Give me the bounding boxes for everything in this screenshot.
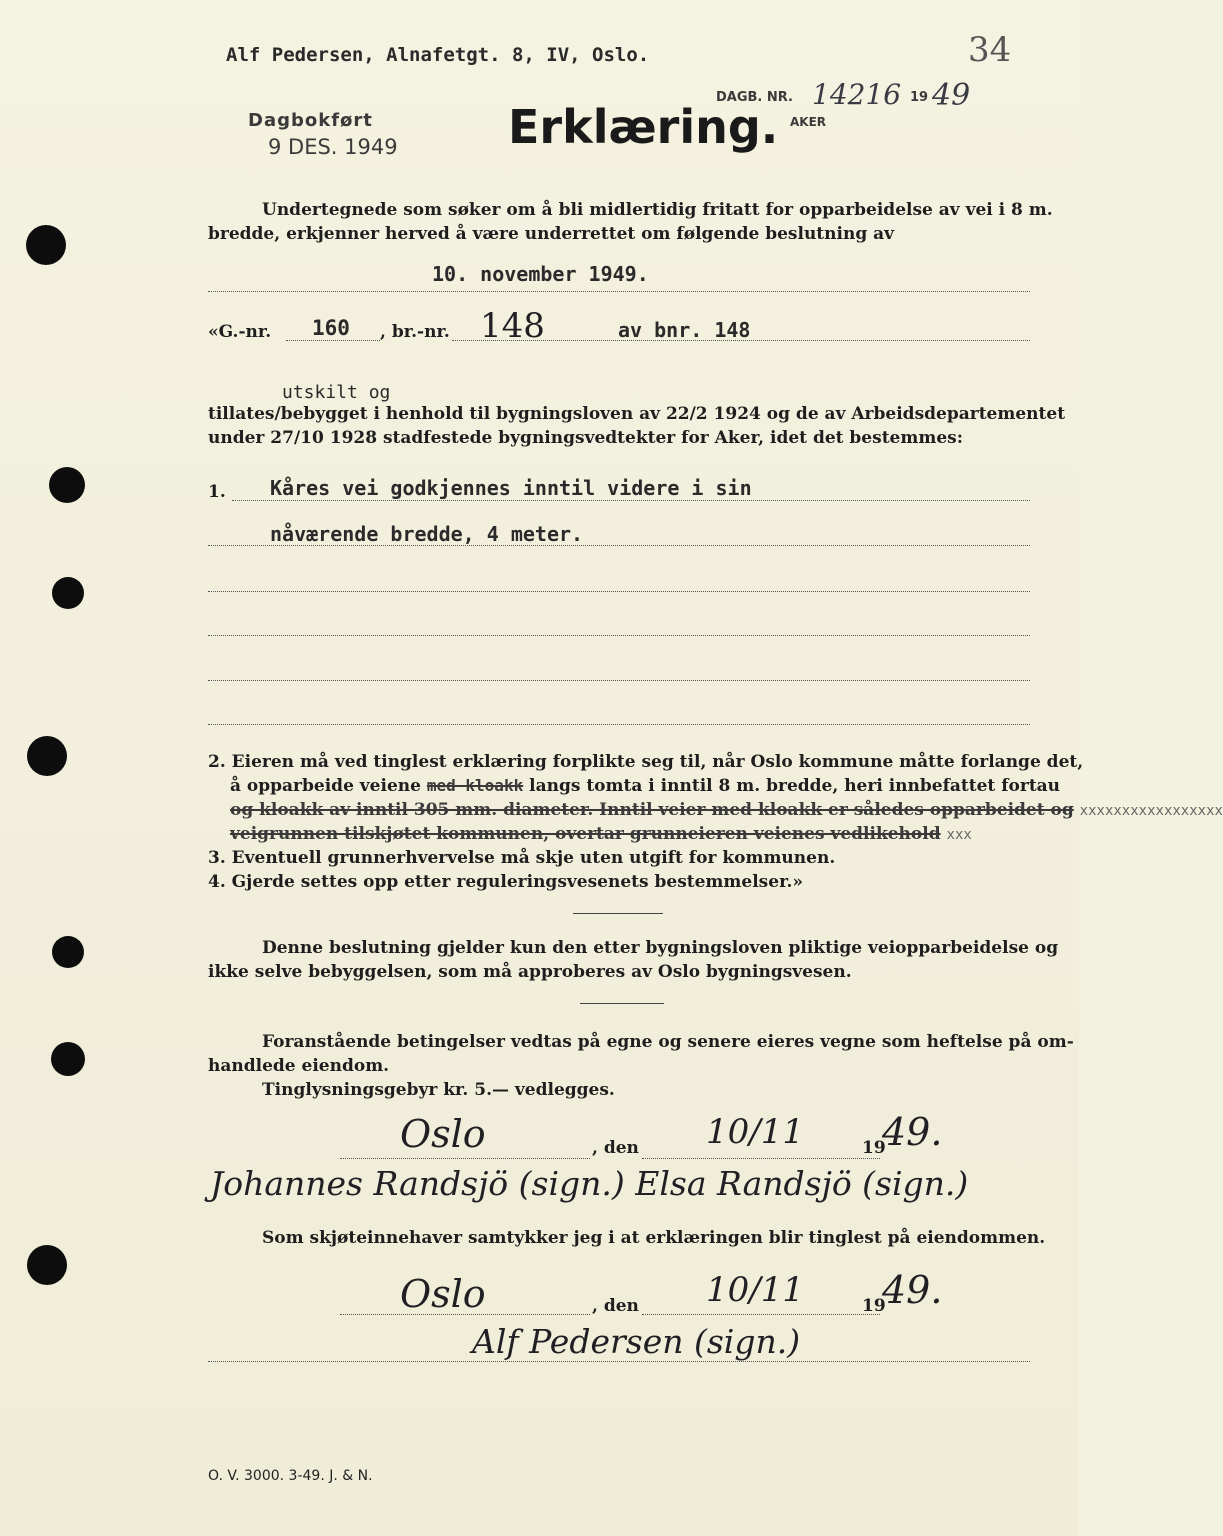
dotted-line — [208, 1361, 1030, 1362]
gnr-value: 160 — [312, 316, 350, 340]
dotted-line — [208, 724, 1030, 725]
signature-1-place: Oslo — [400, 1112, 486, 1156]
intro-line-1: Undertegnede som søker om å bli midlertidig fritatt for opparbeidelse av vei i 8 m. — [262, 200, 1053, 220]
document-title: Erklæring. — [508, 100, 779, 154]
punch-hole — [27, 736, 67, 776]
divider — [573, 913, 663, 914]
signature-2-year: 49. — [882, 1268, 943, 1312]
condition-1-line-1: Kåres vei godkjennes inntil videre i sin — [270, 476, 752, 500]
signature-2-name: Alf Pedersen (sign.) — [472, 1322, 801, 1361]
struck-text: og kloakk av inntil 305 mm. diameter. Inntil veier med kloakk er således opparbeidet og — [230, 800, 1074, 820]
signature-2-date: 10/11 — [706, 1270, 804, 1310]
dotted-line — [452, 340, 1030, 341]
brnr-value: 148 — [480, 306, 545, 346]
dagbokfort-stamp-date: 9 DES. 1949 — [268, 135, 398, 159]
dagb-year: 49 — [932, 78, 971, 113]
signature-2-den: , den — [592, 1296, 639, 1316]
signature-2-year-prefix: 19 — [862, 1296, 886, 1316]
scope-line-2: ikke selve bebyggelsen, som må approberes av Oslo bygningsvesen. — [208, 962, 852, 982]
inserted-text: utskilt og — [282, 382, 391, 403]
typed-x-overstrike: xxx — [946, 827, 972, 843]
condition-2-text: langs tomta i inntil 8 m. bredde, heri innbefattet fortau — [529, 776, 1061, 796]
condition-1-line-2: nåværende bredde, 4 meter. — [270, 522, 584, 546]
condition-4: 4. Gjerde settes opp etter reguleringsvesenets bestemmelser.» — [208, 872, 804, 892]
brnr-label: , br.-nr. — [380, 322, 450, 342]
dotted-line — [642, 1158, 880, 1159]
signature-2-place: Oslo — [400, 1272, 486, 1316]
decision-date: 10. november 1949. — [432, 262, 649, 286]
condition-2-line-4 — [230, 824, 972, 844]
dotted-line — [208, 680, 1030, 681]
permit-line-2: under 27/10 1928 stadfestede bygningsvedtekter for Aker, idet det bestemmes: — [208, 428, 963, 448]
bnr-text: av bnr. 148 — [618, 318, 751, 342]
signature-1-date: 10/11 — [706, 1112, 804, 1152]
punch-hole — [51, 1042, 85, 1076]
aker-label: AKER — [790, 115, 827, 129]
gnr-label: «G.-nr. — [208, 322, 272, 342]
typed-x-overstrike: xxxxxxxxxxxxxxxxx — [1079, 803, 1223, 819]
conditions-line-1: Foranstående betingelser vedtas på egne og senere eieres vegne som heftelse på om- — [262, 1032, 1074, 1052]
dagb-nr-label: DAGB. NR. — [716, 90, 793, 105]
footer-print-code: O. V. 3000. 3-49. J. & N. — [208, 1468, 373, 1484]
dagb-number: 14216 — [812, 78, 902, 111]
page-number: 34 — [968, 30, 1012, 70]
signature-1-names: Johannes Randsjö (sign.) Elsa Randsjö (sign.) — [210, 1164, 969, 1203]
dotted-line — [232, 500, 1030, 501]
dotted-line — [340, 1314, 590, 1315]
dotted-line — [642, 1314, 880, 1315]
fee-text: Tinglysningsgebyr kr. 5.— vedlegges. — [262, 1080, 615, 1100]
dotted-line — [286, 340, 380, 341]
intro-line-2: bredde, erkjenner herved å være underrettet om følgende beslutning av — [208, 224, 895, 244]
dagbokfort-stamp-label: Dagbokført — [248, 110, 373, 131]
punch-hole — [49, 467, 85, 503]
punch-hole — [52, 577, 84, 609]
punch-hole — [52, 936, 84, 968]
punch-hole — [26, 225, 66, 265]
divider — [580, 1003, 664, 1004]
consent-text: Som skjøteinnehaver samtykker jeg i at erklæringen blir tinglest på eiendommen. — [262, 1228, 1046, 1248]
punch-hole — [27, 1245, 67, 1285]
condition-2-text: å opparbeide veiene — [230, 776, 421, 796]
signature-1-year-prefix: 19 — [862, 1138, 886, 1158]
dotted-line — [208, 591, 1030, 592]
permit-line-1: tillates/bebygget i henhold til bygningsloven av 22/2 1924 og de av Arbeidsdepartementet — [208, 404, 1066, 424]
condition-1-number: 1. — [208, 482, 226, 502]
signature-1-den: , den — [592, 1138, 639, 1158]
dotted-line — [208, 291, 1030, 292]
sender-address: Alf Pedersen, Alnafetgt. 8, IV, Oslo. — [226, 44, 650, 66]
condition-3: 3. Eventuell grunnerhvervelse må skje uten utgift for kommunen. — [208, 848, 836, 868]
dotted-line — [208, 545, 1030, 546]
signature-1-year: 49. — [882, 1110, 943, 1154]
condition-2-line-3 — [230, 800, 1223, 820]
dotted-line — [340, 1158, 590, 1159]
conditions-line-2: handlede eiendom. — [208, 1056, 390, 1076]
dagb-year-prefix: 19 — [910, 90, 929, 105]
condition-2-line-2 — [230, 776, 1060, 796]
scope-line-1: Denne beslutning gjelder kun den etter bygningsloven pliktige veiopparbeidelse og — [262, 938, 1059, 958]
dotted-line — [208, 635, 1030, 636]
struck-text: med kloakk — [426, 776, 524, 795]
struck-text: veigrunnen tilskjøtet kommunen, overtar grunneieren veienes vedlikehold — [230, 824, 941, 844]
condition-2-line-1: 2. Eieren må ved tinglest erklæring forplikte seg til, når Oslo kommune måtte forlange det, — [208, 752, 1084, 772]
